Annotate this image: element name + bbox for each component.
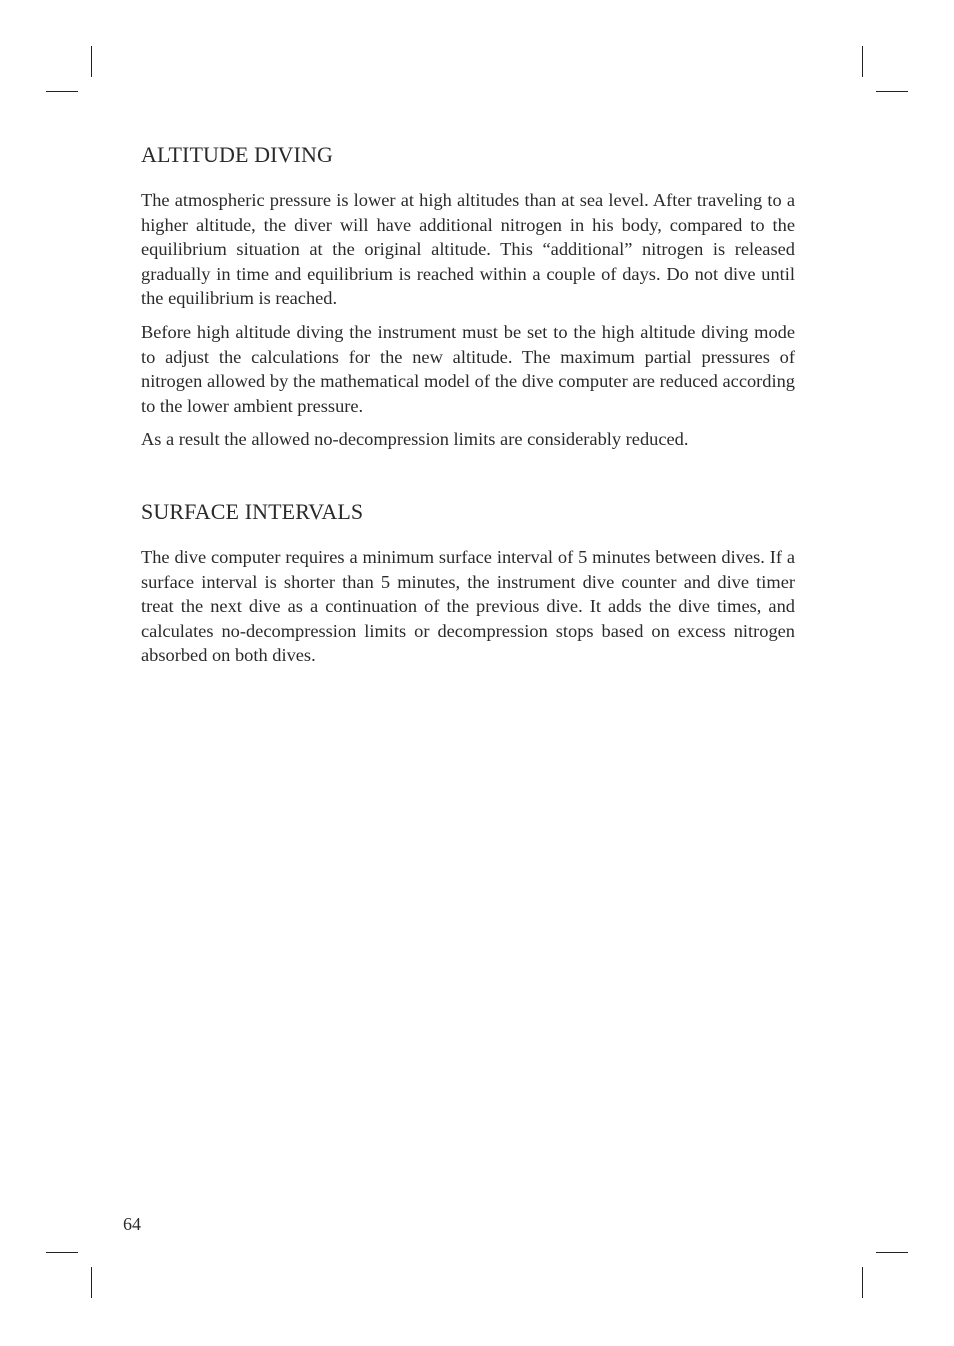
- crop-mark-bottom-left-horizontal: [46, 1252, 78, 1253]
- paragraph: Before high altitude diving the instrument must be set to the high altitude diving mode to adjust the calculations for the new altitude. The maximum partial pressures of nitrogen allowed by the mathematical model of the dive computer are reduced according to the lower ambient pressure.: [141, 321, 795, 416]
- section-title-altitude-diving: ALTITUDE DIVING: [141, 142, 333, 167]
- section-title-surface-intervals: SURFACE INTERVALS: [141, 498, 364, 524]
- page-number: 64: [123, 1214, 141, 1234]
- page-content: [141, 140, 795, 677]
- crop-mark-top-right-vertical: [862, 46, 863, 77]
- paragraph: The atmospheric pressure is lower at high altitudes than at sea level. After traveling to a higher altitude, the diver will have additional nitrogen in his body, compared to the equilibrium situation at the original altitude. This “additional” nitrogen is released gradually in time and equilibrium is reached within a couple of days. Do not dive until the equilibrium is reached.: [141, 190, 795, 309]
- crop-mark-top-left-horizontal: [46, 91, 78, 92]
- crop-mark-bottom-left-vertical: [91, 1267, 92, 1298]
- crop-mark-top-left-vertical: [91, 46, 92, 77]
- paragraph: The dive computer requires a minimum surface interval of 5 minutes between dives. If a surface interval is shorter than 5 minutes, the instrument dive counter and dive timer treat the next dive as a continuation of the previous dive. It adds the dive times, and calculates no-decompression limits or decompression stops based on excess nitrogen absorbed on both dives.: [141, 546, 795, 666]
- crop-mark-bottom-right-vertical: [862, 1267, 863, 1298]
- section-spacer: [141, 461, 795, 497]
- paragraph: As a result the allowed no-decompression limits are considerably reduced.: [141, 429, 689, 450]
- crop-mark-top-right-horizontal: [876, 91, 908, 92]
- crop-mark-bottom-right-horizontal: [876, 1252, 908, 1253]
